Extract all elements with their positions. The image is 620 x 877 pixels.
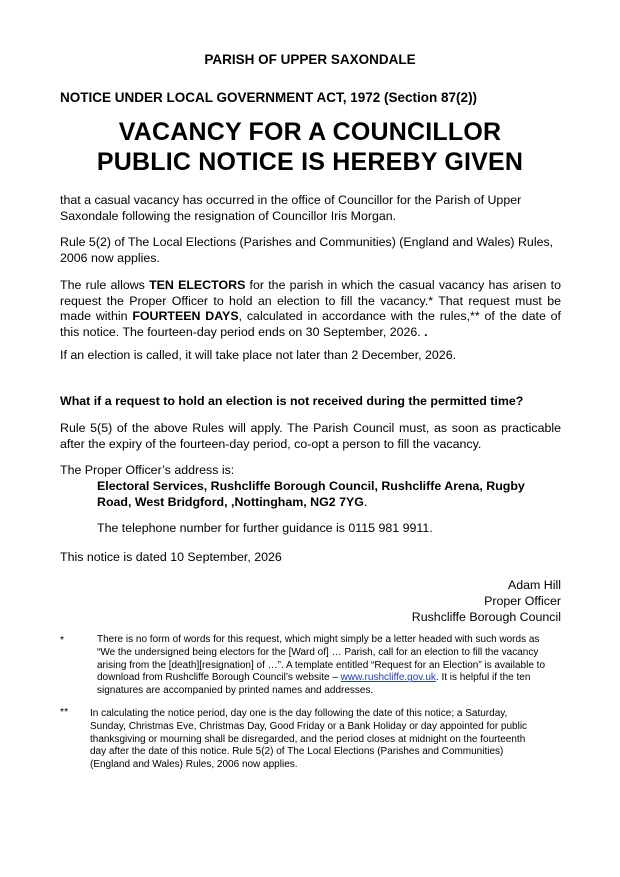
address-intro: The Proper Officer’s address is:: [60, 463, 235, 477]
address-text: Electoral Services, Rushcliffe Borough Council, Rushcliffe Arena, Rugby Road, West Bridgford, ,Nottingham, NG2 7YG: [97, 479, 525, 509]
officer-name: Adam Hill: [507, 578, 561, 592]
footnote-1-text-end: . It is helpful if the ten signatures are accompanied by printed names and addresses.: [97, 672, 531, 697]
signature-block: [412, 577, 561, 625]
footnote-1: [97, 634, 559, 698]
footnote-2: In calculating the notice period, day one is the day following the date of this notice; a Saturday, Sunday, Christmas Eve, Christmas Day, Good Friday or a Bank Holiday or day appointed for public thanksgiving or mourning shall be disregarded, and the period closes at midnight on the fourteenth day after the date of this notice. Rule 5(2) of The Local Elections (Parishes and Communities) (England and Wales) Rules, 2006 now applies.: [90, 708, 528, 771]
dated-line: This notice is dated 10 September, 2026: [60, 550, 282, 564]
ten-electors-emphasis: TEN ELECTORS: [149, 278, 246, 292]
act-heading: NOTICE UNDER LOCAL GOVERNMENT ACT, 1972 (Section 87(2)): [60, 90, 478, 105]
election-date-paragraph: If an election is called, it will take place not later than 2 December, 2026.: [60, 348, 457, 362]
address-end: .: [363, 494, 368, 509]
question-heading: What if a request to hold an election is not received during the permitted time?: [60, 394, 524, 408]
electors-text: , calculated in accordance with the rules,** of the date of this notice. The fourteen-day period ends on 30 September, 2026.: [60, 309, 561, 339]
footnote-marker-2: **: [60, 706, 69, 718]
notice-subtitle: PUBLIC NOTICE IS HEREBY GIVEN: [96, 148, 524, 176]
officer-address: [97, 479, 547, 510]
parish-heading: PARISH OF UPPER SAXONDALE: [204, 52, 416, 67]
electors-paragraph: [60, 278, 561, 340]
co-opt-paragraph: Rule 5(5) of the above Rules will apply. The Parish Council must, as soon as practicable after the expiry of the fourteen-day period, co-opt a person to fill the vacancy.: [60, 421, 561, 451]
footnote-1-text: There is no form of words for this request, which might simply be a letter headed with such words as “We the undersigned being electors for the [Ward of] … Parish, call for an election to fill the vacancy arising from the [death][resignation] of …”. A template entitled “Request for an Election” is available to download from Rushcliffe Borough Council’s website –: [97, 634, 546, 684]
telephone-line: The telephone number for further guidance is 0115 981 9911.: [97, 521, 433, 535]
electors-text: for the parish in which the casual vacancy has arisen to request the Proper Officer to hold an election to fill the vacancy.* That request must be made within: [60, 278, 561, 323]
notice-title: VACANCY FOR A COUNCILLOR: [118, 118, 502, 146]
fourteen-days-emphasis: FOURTEEN DAYS: [132, 309, 239, 323]
rule-paragraph: Rule 5(2) of The Local Elections (Parishes and Communities) (England and Wales) Rules, 2006 now applies.: [60, 235, 554, 265]
council-website-link[interactable]: www.rushcliffe.gov.uk: [340, 672, 436, 684]
electors-text-end: .: [424, 324, 428, 339]
vacancy-paragraph: that a casual vacancy has occurred in the office of Councillor for the Parish of Upper Saxondale following the resignation of Councillor Iris Morgan.: [60, 193, 522, 223]
officer-organisation: Rushcliffe Borough Council: [411, 610, 561, 624]
officer-role: Proper Officer: [484, 594, 561, 608]
footnote-marker-1: *: [60, 634, 65, 646]
electors-text: The rule allows: [60, 278, 150, 292]
